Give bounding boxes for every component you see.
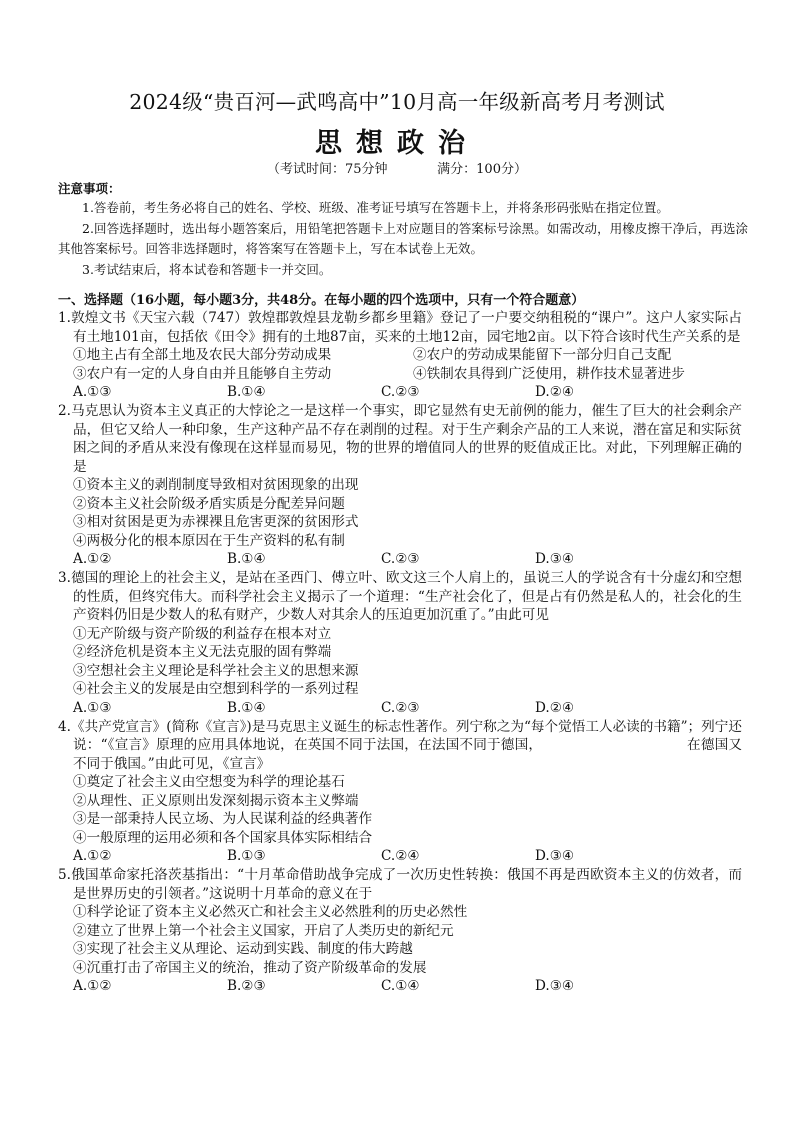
notice-item: 3.考试结束后，将本试卷和答题卡一并交回。 (82, 261, 332, 277)
question-1 (58, 309, 742, 402)
statement: ④一般原理的运用必须和各个国家具体实际相结合 (73, 829, 373, 846)
notice-heading: 注意事项： (58, 181, 121, 196)
statement: ③实现了社会主义从理论、运动到实践、制度的伟大跨越 (73, 941, 413, 957)
choice-a: A.①③ (73, 699, 112, 716)
choice-d: D.③④ (535, 978, 575, 994)
statement: ③空想社会主义理论是科学社会主义的思想来源 (73, 662, 359, 679)
exam-title: 2024级“贵百河—武鸣高中”10月高一年级新高考月考测试 (129, 90, 665, 114)
statement: ③相对贫困是更为赤裸裸且危害更深的贫困形式 (73, 514, 359, 530)
question-stem: 1.敦煌文书《天宝六载（747）敦煌郡敦煌县龙勒乡都乡里籍》登记了一户要交纳租税的“课户”。这户人家实际占有土地101亩，包括依《田令》拥有的土地87亩，买来的土地12亩，园宅地2亩。以下符合该时代生产关系的是 (58, 310, 742, 345)
choice-a: A.①② (73, 978, 112, 994)
choice-d: D.③④ (535, 551, 575, 567)
statement: ②农户的劳动成果能留下一部分归自己支配 (413, 347, 672, 363)
statement: ②建立了世界上第一个社会主义国家，开启了人类历史的新纪元 (73, 922, 454, 939)
choice-b: B.①④ (227, 384, 266, 400)
statement-row (58, 365, 742, 384)
statement: ①奠定了社会主义由空想变为科学的理论基石 (73, 774, 345, 790)
question-list (58, 309, 742, 996)
choice-a: A.①② (73, 848, 112, 864)
choice-c: C.②③ (381, 551, 420, 567)
question-stem: 4.《共产党宣言》(简称《宣言》)是马克思主义诞生的标志性著作。列宁称之为“每个觉悟工人必读的书籍”；列宁还说：“《宣言》原理的应用具体地说，在英国不同于法国，在法国不同于德国， 在德国又不同于俄国。”由此可见，《宣言》 (58, 718, 742, 772)
full-score: 满分：100分） (437, 162, 527, 177)
choice-d: D.②④ (535, 699, 575, 716)
statement: ②经济危机是资本主义无法克服的固有弊端 (73, 644, 332, 660)
choice-b: B.②③ (227, 978, 266, 994)
choice-b: B.①④ (227, 699, 266, 716)
statement: ①地主占有全部土地及农民大部分劳动成果 (73, 347, 332, 363)
question-2 (58, 402, 742, 569)
question-4 (58, 718, 742, 867)
choice-a: A.①② (73, 551, 112, 567)
statement: ④沉重打击了帝国主义的统治，推动了资产阶级革命的发展 (73, 959, 427, 976)
choice-c: C.②③ (381, 699, 420, 716)
section-heading: 一、选择题（16小题，每小题3分，共48分。在每小题的四个选项中，只有一个符合题意） (58, 293, 585, 308)
choice-row (58, 977, 742, 996)
statement: ①资本主义的剥削制度导致相对贫困现象的出现 (73, 477, 359, 493)
question-stem: 5.俄国革命家托洛茨基指出：“十月革命借助战争完成了一次历史性转换：俄国不再是西欧资本主义的仿效者，而是世界历史的引领者。”这说明十月革命的意义在于 (58, 867, 742, 902)
choice-row (58, 699, 742, 718)
question-stem: 3.德国的理论上的社会主义，是站在圣西门、傅立叶、欧文这三个人肩上的，虽说三人的学说含有十分虚幻和空想的性质，但终究伟大。而科学社会主义揭示了一个道理：“生产社会化了，但是占有仍然是私人的，社会化的生产资料仍旧是少数人的私有财产，少数人对其余人的压迫更加沉重了。”由此可见 (58, 570, 742, 623)
statement: ④社会主义的发展是由空想到科学的一系列过程 (73, 681, 359, 697)
subject-title: 思想政治 (315, 128, 479, 159)
notice-item: 1.答卷前，考生务必将自己的姓名、学校、班级、准考证号填写在答题卡上，并将条形码张贴在指定位置。 (82, 200, 669, 215)
statement: ④两极分化的根本原因在于生产资料的私有制 (73, 532, 345, 549)
choice-d: D.②④ (535, 384, 575, 400)
choice-b: B.①③ (227, 848, 266, 864)
exam-time: （考试时间：75分钟 (267, 162, 388, 177)
choice-c: C.①④ (381, 978, 420, 994)
statement: ③是一部秉持人民立场、为人民谋利益的经典著作 (73, 811, 373, 827)
statement: ①科学论证了资本主义必然灭亡和社会主义必然胜利的历史必然性 (73, 904, 468, 920)
statement: ③农户有一定的人身自由并且能够自主劳动 (73, 365, 332, 382)
statement: ②资本主义社会阶级矛盾实质是分配差异问题 (73, 495, 345, 512)
choice-a: A.①③ (73, 384, 112, 400)
statement: ②从理性、正义原则出发深刻揭示资本主义弊端 (73, 792, 359, 809)
question-stem: 2.马克思认为资本主义真正的大悖论之一是这样一个事实，即它显然有史无前例的能力，催生了巨大的社会剩余产品，但它又给人一种印象，生产这种产品不存在剥削的过程。对于生产剩余产品的工人来说，潜在富足和实际贫困之间的矛盾从来没有像现在这样显而易见，物的世界的增值同人的世界的贬值成正比。对此，下列理解正确的是 (58, 403, 742, 475)
choice-row (58, 383, 742, 402)
exam-meta (0, 158, 794, 177)
choice-row (58, 550, 742, 569)
choice-row (58, 847, 742, 866)
choice-c: C.②④ (381, 848, 420, 864)
notice-block (58, 180, 748, 280)
statement: ④铁制农具得到广泛使用，耕作技术显著进步 (413, 365, 685, 382)
notice-item: 2.回答选择题时，选出每小题答案后，用铅笔把答题卡上对应题目的答案标号涂黑。如需改动，用橡皮擦干净后，再选涂其他答案标号。回答非选择题时，将答案写在答题卡上，写在本试卷上无效。 (58, 220, 748, 256)
question-3 (58, 569, 742, 718)
statement-row (58, 346, 742, 365)
choice-c: C.②③ (381, 384, 420, 400)
statement: ①无产阶级与资产阶级的利益存在根本对立 (73, 625, 332, 642)
choice-b: B.①④ (227, 551, 266, 567)
choice-d: D.③④ (535, 848, 575, 864)
question-5 (58, 866, 742, 996)
